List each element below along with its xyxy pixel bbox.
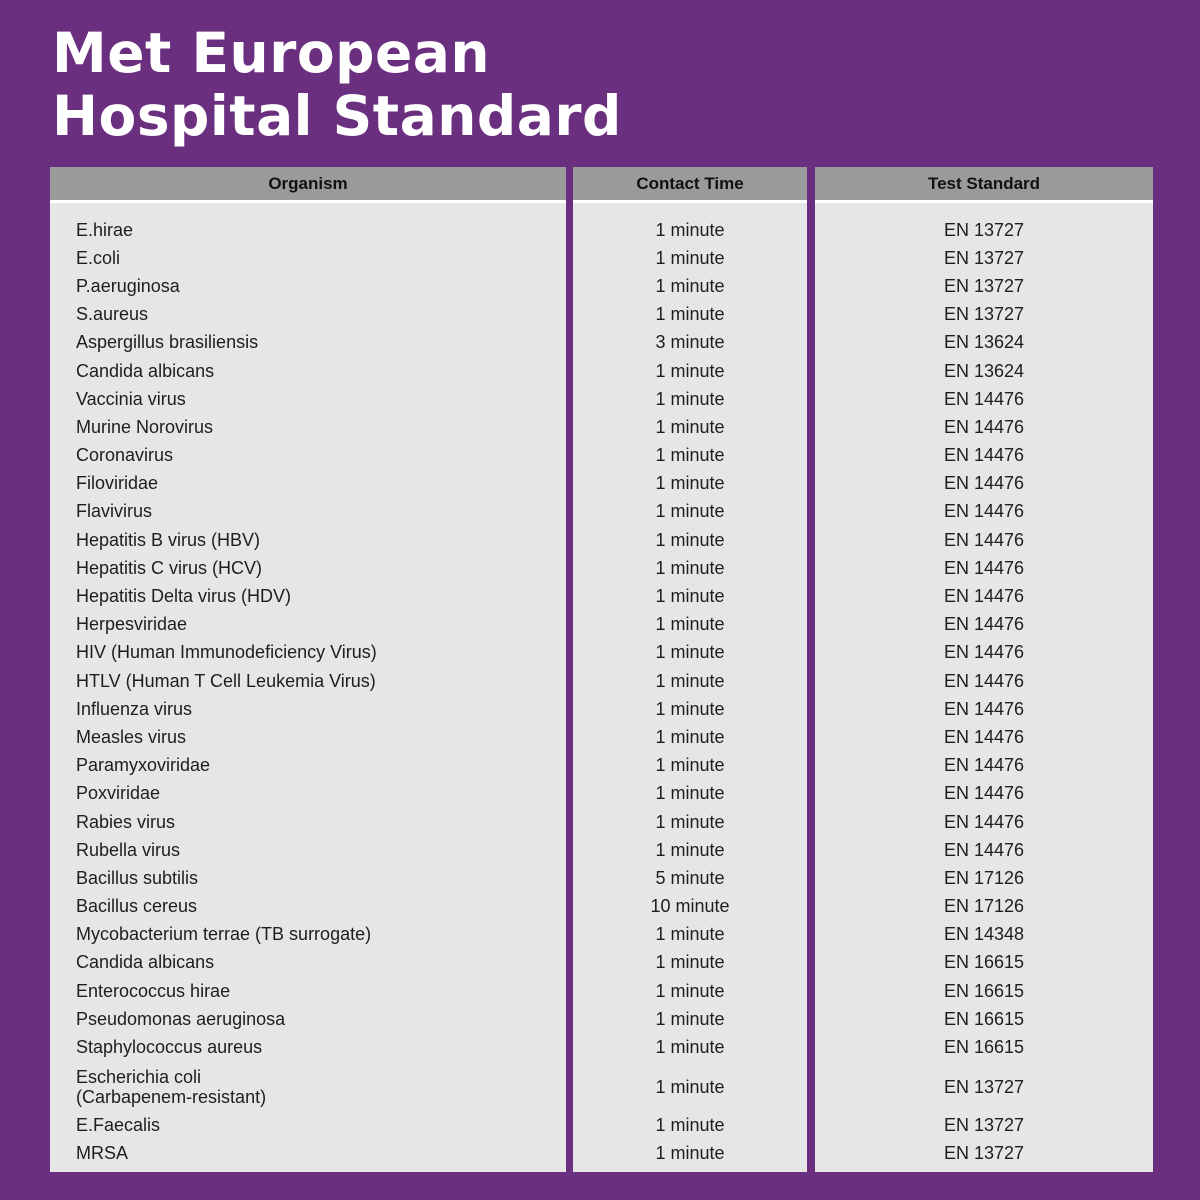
contact-time-cell: 1 minute xyxy=(655,670,725,691)
title-line-1: Met European xyxy=(52,21,491,85)
title-line-2: Hospital Standard xyxy=(52,84,622,148)
organism-list xyxy=(50,203,566,1168)
organism-cell: Measles virus xyxy=(76,726,187,747)
test-standard-cell: EN 14476 xyxy=(943,557,1025,578)
organism-cell: Enterococcus hirae xyxy=(76,980,231,1001)
organism-cell: Aspergillus brasiliensis xyxy=(76,332,259,353)
test-standard-cell: EN 13624 xyxy=(943,360,1025,381)
organism-cell: Pseudomonas aeruginosa xyxy=(76,1008,286,1029)
contact-time-cell: 1 minute xyxy=(655,586,725,607)
organism-cell: Candida albicans xyxy=(76,952,215,973)
test-standard-cell: EN 13727 xyxy=(943,1143,1025,1164)
organism-cell: Candida albicans xyxy=(76,360,215,381)
organism-cell: Vaccinia virus xyxy=(76,388,186,409)
test-standard-cell: EN 13727 xyxy=(943,247,1025,268)
test-standard-cell: EN 13624 xyxy=(943,332,1025,353)
organism-cell: E.Faecalis xyxy=(76,1115,161,1136)
test-standard-cell: EN 16615 xyxy=(943,980,1025,1001)
contact-time-cell: 1 minute xyxy=(655,1008,725,1029)
contact-time-cell: 3 minute xyxy=(655,332,725,353)
test-standard-cell: EN 14476 xyxy=(943,698,1025,719)
organism-cell: Rubella virus xyxy=(76,839,181,860)
contact-time-cell: 1 minute xyxy=(655,811,725,832)
organism-cell: Herpesviridae xyxy=(76,614,188,635)
contact-time-cell: 1 minute xyxy=(655,1037,725,1058)
test-standard-cell: EN 16615 xyxy=(943,1008,1025,1029)
test-standard-cell: EN 14348 xyxy=(943,924,1025,945)
contact-time-cell: 1 minute xyxy=(655,698,725,719)
test-standard-cell: EN 16615 xyxy=(943,952,1025,973)
organism-cell: Rabies virus xyxy=(76,811,176,832)
test-standard-cell: EN 17126 xyxy=(943,867,1025,888)
page-title xyxy=(52,22,622,148)
organism-column xyxy=(50,167,566,1172)
contact-time-column xyxy=(573,167,807,1172)
organism-cell: Filoviridae xyxy=(76,473,159,494)
test-standard-column xyxy=(815,167,1153,1172)
contact-time-cell: 1 minute xyxy=(655,445,725,466)
contact-time-cell: 1 minute xyxy=(655,839,725,860)
test-standard-cell: EN 14476 xyxy=(943,839,1025,860)
contact-time-cell: 1 minute xyxy=(655,473,725,494)
organism-name-qualifier: (Carbapenem-resistant) xyxy=(76,1086,267,1107)
test-standard-cell: EN 14476 xyxy=(943,670,1025,691)
organism-name: Escherichia coli xyxy=(76,1066,202,1087)
organism-cell: P.aeruginosa xyxy=(76,275,180,296)
test-standard-cell: EN 13727 xyxy=(943,1076,1025,1097)
organism-cell: E.hirae xyxy=(76,219,134,240)
test-standard-cell: EN 14476 xyxy=(943,614,1025,635)
test-standard-cell: EN 16615 xyxy=(943,1037,1025,1058)
organism-cell: Flavivirus xyxy=(76,501,153,522)
test-standard-cell: EN 14476 xyxy=(943,811,1025,832)
contact-time-cell: 1 minute xyxy=(655,388,725,409)
organism-cell: Bacillus subtilis xyxy=(76,867,199,888)
test-standard-cell: EN 13727 xyxy=(943,275,1025,296)
organism-cell: Murine Norovirus xyxy=(76,416,214,437)
organism-cell: Hepatitis Delta virus (HDV) xyxy=(76,586,292,607)
test-standard-cell: EN 13727 xyxy=(943,219,1025,240)
test-standard-cell: EN 14476 xyxy=(943,783,1025,804)
contact-time-cell: 1 minute xyxy=(655,755,725,776)
organism-cell: HIV (Human Immunodeficiency Virus) xyxy=(76,642,377,663)
contact-time-cell: 1 minute xyxy=(655,924,725,945)
test-standard-cell: EN 14476 xyxy=(943,473,1025,494)
organism-cell: Staphylococcus aureus xyxy=(76,1037,263,1058)
organism-cell: Poxviridae xyxy=(76,783,161,804)
organism-cell xyxy=(50,1062,566,1112)
contact-time-cell: 1 minute xyxy=(655,360,725,381)
test-standard-cell: EN 13727 xyxy=(943,304,1025,325)
organism-cell: S.aureus xyxy=(76,304,149,325)
organism-cell: Hepatitis B virus (HBV) xyxy=(76,529,261,550)
contact-time-list xyxy=(573,203,807,1168)
contact-time-cell: 1 minute xyxy=(655,614,725,635)
test-standard-cell: EN 14476 xyxy=(943,529,1025,550)
test-standard-header: Test Standard xyxy=(815,167,1153,203)
test-standard-cell: EN 14476 xyxy=(943,501,1025,522)
contact-time-cell: 1 minute xyxy=(655,416,725,437)
test-standard-cell: EN 14476 xyxy=(943,642,1025,663)
organism-cell: Hepatitis C virus (HCV) xyxy=(76,557,263,578)
contact-time-cell: 1 minute xyxy=(655,219,725,240)
test-standard-list xyxy=(815,203,1153,1168)
contact-time-cell: 1 minute xyxy=(655,275,725,296)
organism-cell: Coronavirus xyxy=(76,445,174,466)
contact-time-cell: 1 minute xyxy=(655,1076,725,1097)
organism-cell: HTLV (Human T Cell Leukemia Virus) xyxy=(76,670,376,691)
contact-time-cell: 1 minute xyxy=(655,642,725,663)
test-standard-cell: EN 14476 xyxy=(943,388,1025,409)
test-standard-cell: EN 14476 xyxy=(943,755,1025,776)
contact-time-cell: 1 minute xyxy=(655,304,725,325)
organism-cell: Paramyxoviridae xyxy=(76,755,211,776)
organism-header: Organism xyxy=(50,167,566,203)
organism-cell: Influenza virus xyxy=(76,698,193,719)
contact-time-cell: 1 minute xyxy=(655,501,725,522)
organism-cell: Bacillus cereus xyxy=(76,896,198,917)
contact-time-cell: 1 minute xyxy=(655,1115,725,1136)
contact-time-cell: 1 minute xyxy=(655,247,725,268)
contact-time-cell: 10 minute xyxy=(650,896,730,917)
test-standard-cell: EN 14476 xyxy=(943,445,1025,466)
contact-time-cell: 1 minute xyxy=(655,557,725,578)
test-standard-cell: EN 17126 xyxy=(943,896,1025,917)
organism-cell: Mycobacterium terrae (TB surrogate) xyxy=(76,924,372,945)
contact-time-header: Contact Time xyxy=(573,167,807,203)
test-standard-cell: EN 14476 xyxy=(943,586,1025,607)
contact-time-cell: 1 minute xyxy=(655,952,725,973)
contact-time-cell: 5 minute xyxy=(655,867,725,888)
contact-time-cell: 1 minute xyxy=(655,783,725,804)
test-standard-cell: EN 13727 xyxy=(943,1115,1025,1136)
contact-time-cell: 1 minute xyxy=(655,529,725,550)
organism-cell: MRSA xyxy=(76,1143,129,1164)
test-standard-cell: EN 14476 xyxy=(943,726,1025,747)
contact-time-cell: 1 minute xyxy=(655,1143,725,1164)
test-standard-cell: EN 14476 xyxy=(943,416,1025,437)
contact-time-cell: 1 minute xyxy=(655,726,725,747)
contact-time-cell: 1 minute xyxy=(655,980,725,1001)
organism-cell: E.coli xyxy=(76,247,121,268)
